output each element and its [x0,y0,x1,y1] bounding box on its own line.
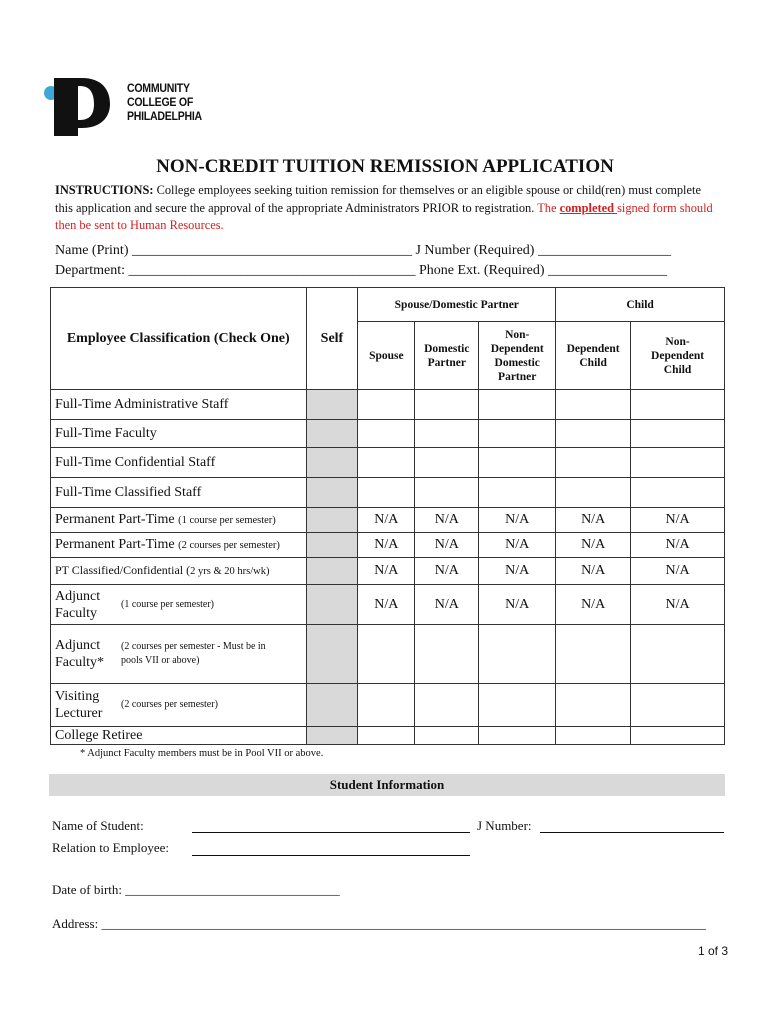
non-dependent-partner-checkbox[interactable] [479,448,556,478]
non-dependent-partner-checkbox[interactable] [479,727,556,745]
table-row [51,420,725,448]
self-checkbox[interactable] [306,727,358,745]
dependent-child-checkbox[interactable] [556,390,631,420]
dependent-child-checkbox[interactable] [556,478,631,508]
na-cell: N/A [415,585,479,625]
self-checkbox[interactable] [306,684,358,727]
na-cell: N/A [556,585,631,625]
row-label: Adjunct Faculty* (2 courses per semester - Must be in pools VII or above) [51,625,307,684]
row-label: Adjunct Faculty (1 course per semester) [51,585,307,625]
non-dependent-partner-checkbox[interactable] [479,390,556,420]
na-cell: N/A [556,533,631,558]
non-dependent-domestic-partner-col-header: Non- Dependent Domestic Partner [479,322,556,390]
domestic-partner-checkbox[interactable] [415,625,479,684]
row-label: Full-Time Administrative Staff [51,390,307,420]
non-dependent-child-checkbox[interactable] [631,420,725,448]
spouse-checkbox[interactable] [358,448,415,478]
college-logo [44,78,204,138]
self-checkbox[interactable] [306,420,358,448]
non-dependent-partner-checkbox[interactable] [479,420,556,448]
row-label: Permanent Part-Time (2 courses per semester) [51,533,307,558]
student-jnumber-field[interactable] [540,832,724,833]
na-cell: N/A [358,533,415,558]
table-row [51,533,725,558]
self-checkbox[interactable] [306,508,358,533]
dob-field[interactable]: Date of birth: _________________________________ [52,882,340,897]
table-row [51,558,725,585]
spouse-checkbox[interactable] [358,390,415,420]
student-jnumber-label: J Number: [477,818,532,833]
row-label: Full-Time Confidential Staff [51,448,307,478]
domestic-partner-checkbox[interactable] [415,684,479,727]
spouse-checkbox[interactable] [358,478,415,508]
dependent-child-checkbox[interactable] [556,684,631,727]
self-checkbox[interactable] [306,585,358,625]
na-cell: N/A [631,558,725,585]
dependent-child-col-header: Dependent Child [556,322,631,390]
dependent-child-checkbox[interactable] [556,727,631,745]
non-dependent-child-checkbox[interactable] [631,625,725,684]
table-row [51,625,725,684]
table-row [51,508,725,533]
domestic-partner-checkbox[interactable] [415,448,479,478]
row-label: Permanent Part-Time (1 course per semester) [51,508,307,533]
spouse-checkbox[interactable] [358,727,415,745]
domestic-partner-checkbox[interactable] [415,420,479,448]
table-row [51,478,725,508]
child-group-header: Child [556,288,725,322]
non-dependent-partner-checkbox[interactable] [479,478,556,508]
non-dependent-child-col-header: Non- Dependent Child [631,322,725,390]
relation-field[interactable] [192,855,470,856]
na-cell: N/A [415,533,479,558]
self-checkbox[interactable] [306,448,358,478]
self-checkbox[interactable] [306,390,358,420]
dependent-child-checkbox[interactable] [556,420,631,448]
classification-table [50,287,725,745]
na-cell: N/A [556,558,631,585]
domestic-partner-checkbox[interactable] [415,478,479,508]
name-jnumber-line[interactable]: Name (Print) ________________________________________ J Number (Required) ___________________ [55,243,671,258]
na-cell: N/A [479,508,556,533]
na-cell: N/A [479,558,556,585]
logo-p-mark [52,78,112,136]
na-cell: N/A [479,585,556,625]
relation-label: Relation to Employee: [52,840,169,855]
instructions: INSTRUCTIONS: College employees seeking tuition remission for themselves or an eligible spouse or child(ren) must complete this application and secure the approval of the appropriate Administrators PRIOR to registration. The completed signed form should then be sent to Human Resources. [55,183,713,232]
spouse-checkbox[interactable] [358,684,415,727]
row-label: Visiting Lecturer (2 courses per semester) [51,684,307,727]
table-row [51,390,725,420]
table-row [51,727,725,745]
spouse-col-header: Spouse [358,322,415,390]
domestic-partner-checkbox[interactable] [415,390,479,420]
row-label: Full-Time Faculty [51,420,307,448]
table-row [51,684,725,727]
non-dependent-partner-checkbox[interactable] [479,684,556,727]
spouse-checkbox[interactable] [358,625,415,684]
logo-wordmark: COMMUNITY COLLEGE OF PHILADELPHIA [127,81,202,123]
self-checkbox[interactable] [306,625,358,684]
na-cell: N/A [358,508,415,533]
student-info-header: Student Information [49,774,725,796]
row-label: Full-Time Classified Staff [51,478,307,508]
department-phone-line[interactable]: Department: _________________________________________ Phone Ext. (Required) _________________ [55,263,668,278]
na-cell: N/A [358,558,415,585]
na-cell: N/A [631,508,725,533]
student-name-field[interactable] [192,832,470,833]
student-name-label: Name of Student: [52,818,144,833]
self-checkbox[interactable] [306,558,358,585]
na-cell: N/A [479,533,556,558]
classification-header: Employee Classification (Check One) [51,288,307,390]
na-cell: N/A [631,533,725,558]
row-label: College Retiree [51,727,307,745]
page-title: NON-CREDIT TUITION REMISSION APPLICATION [156,156,614,177]
table-row [51,585,725,625]
address-field[interactable]: Address: _____________________________________________________________________________________________ [52,916,706,931]
non-dependent-child-checkbox[interactable] [631,478,725,508]
self-checkbox[interactable] [306,533,358,558]
spouse-group-header: Spouse/Domestic Partner [358,288,556,322]
footnote: * Adjunct Faculty members must be in Pool VII or above. [80,748,324,759]
dependent-child-checkbox[interactable] [556,625,631,684]
na-cell: N/A [556,508,631,533]
page-number: 1 of 3 [698,944,729,958]
domestic-partner-checkbox[interactable] [415,727,479,745]
non-dependent-child-checkbox[interactable] [631,727,725,745]
dependent-child-checkbox[interactable] [556,448,631,478]
domestic-partner-col-header: Domestic Partner [415,322,479,390]
na-cell: N/A [415,508,479,533]
self-checkbox[interactable] [306,478,358,508]
non-dependent-child-checkbox[interactable] [631,390,725,420]
non-dependent-partner-checkbox[interactable] [479,625,556,684]
non-dependent-child-checkbox[interactable] [631,684,725,727]
na-cell: N/A [415,558,479,585]
self-header: Self [306,288,358,390]
na-cell: N/A [631,585,725,625]
row-label: PT Classified/Confidential (2 yrs & 20 hrs/wk) [51,558,307,585]
na-cell: N/A [358,585,415,625]
table-row [51,448,725,478]
non-dependent-child-checkbox[interactable] [631,448,725,478]
spouse-checkbox[interactable] [358,420,415,448]
